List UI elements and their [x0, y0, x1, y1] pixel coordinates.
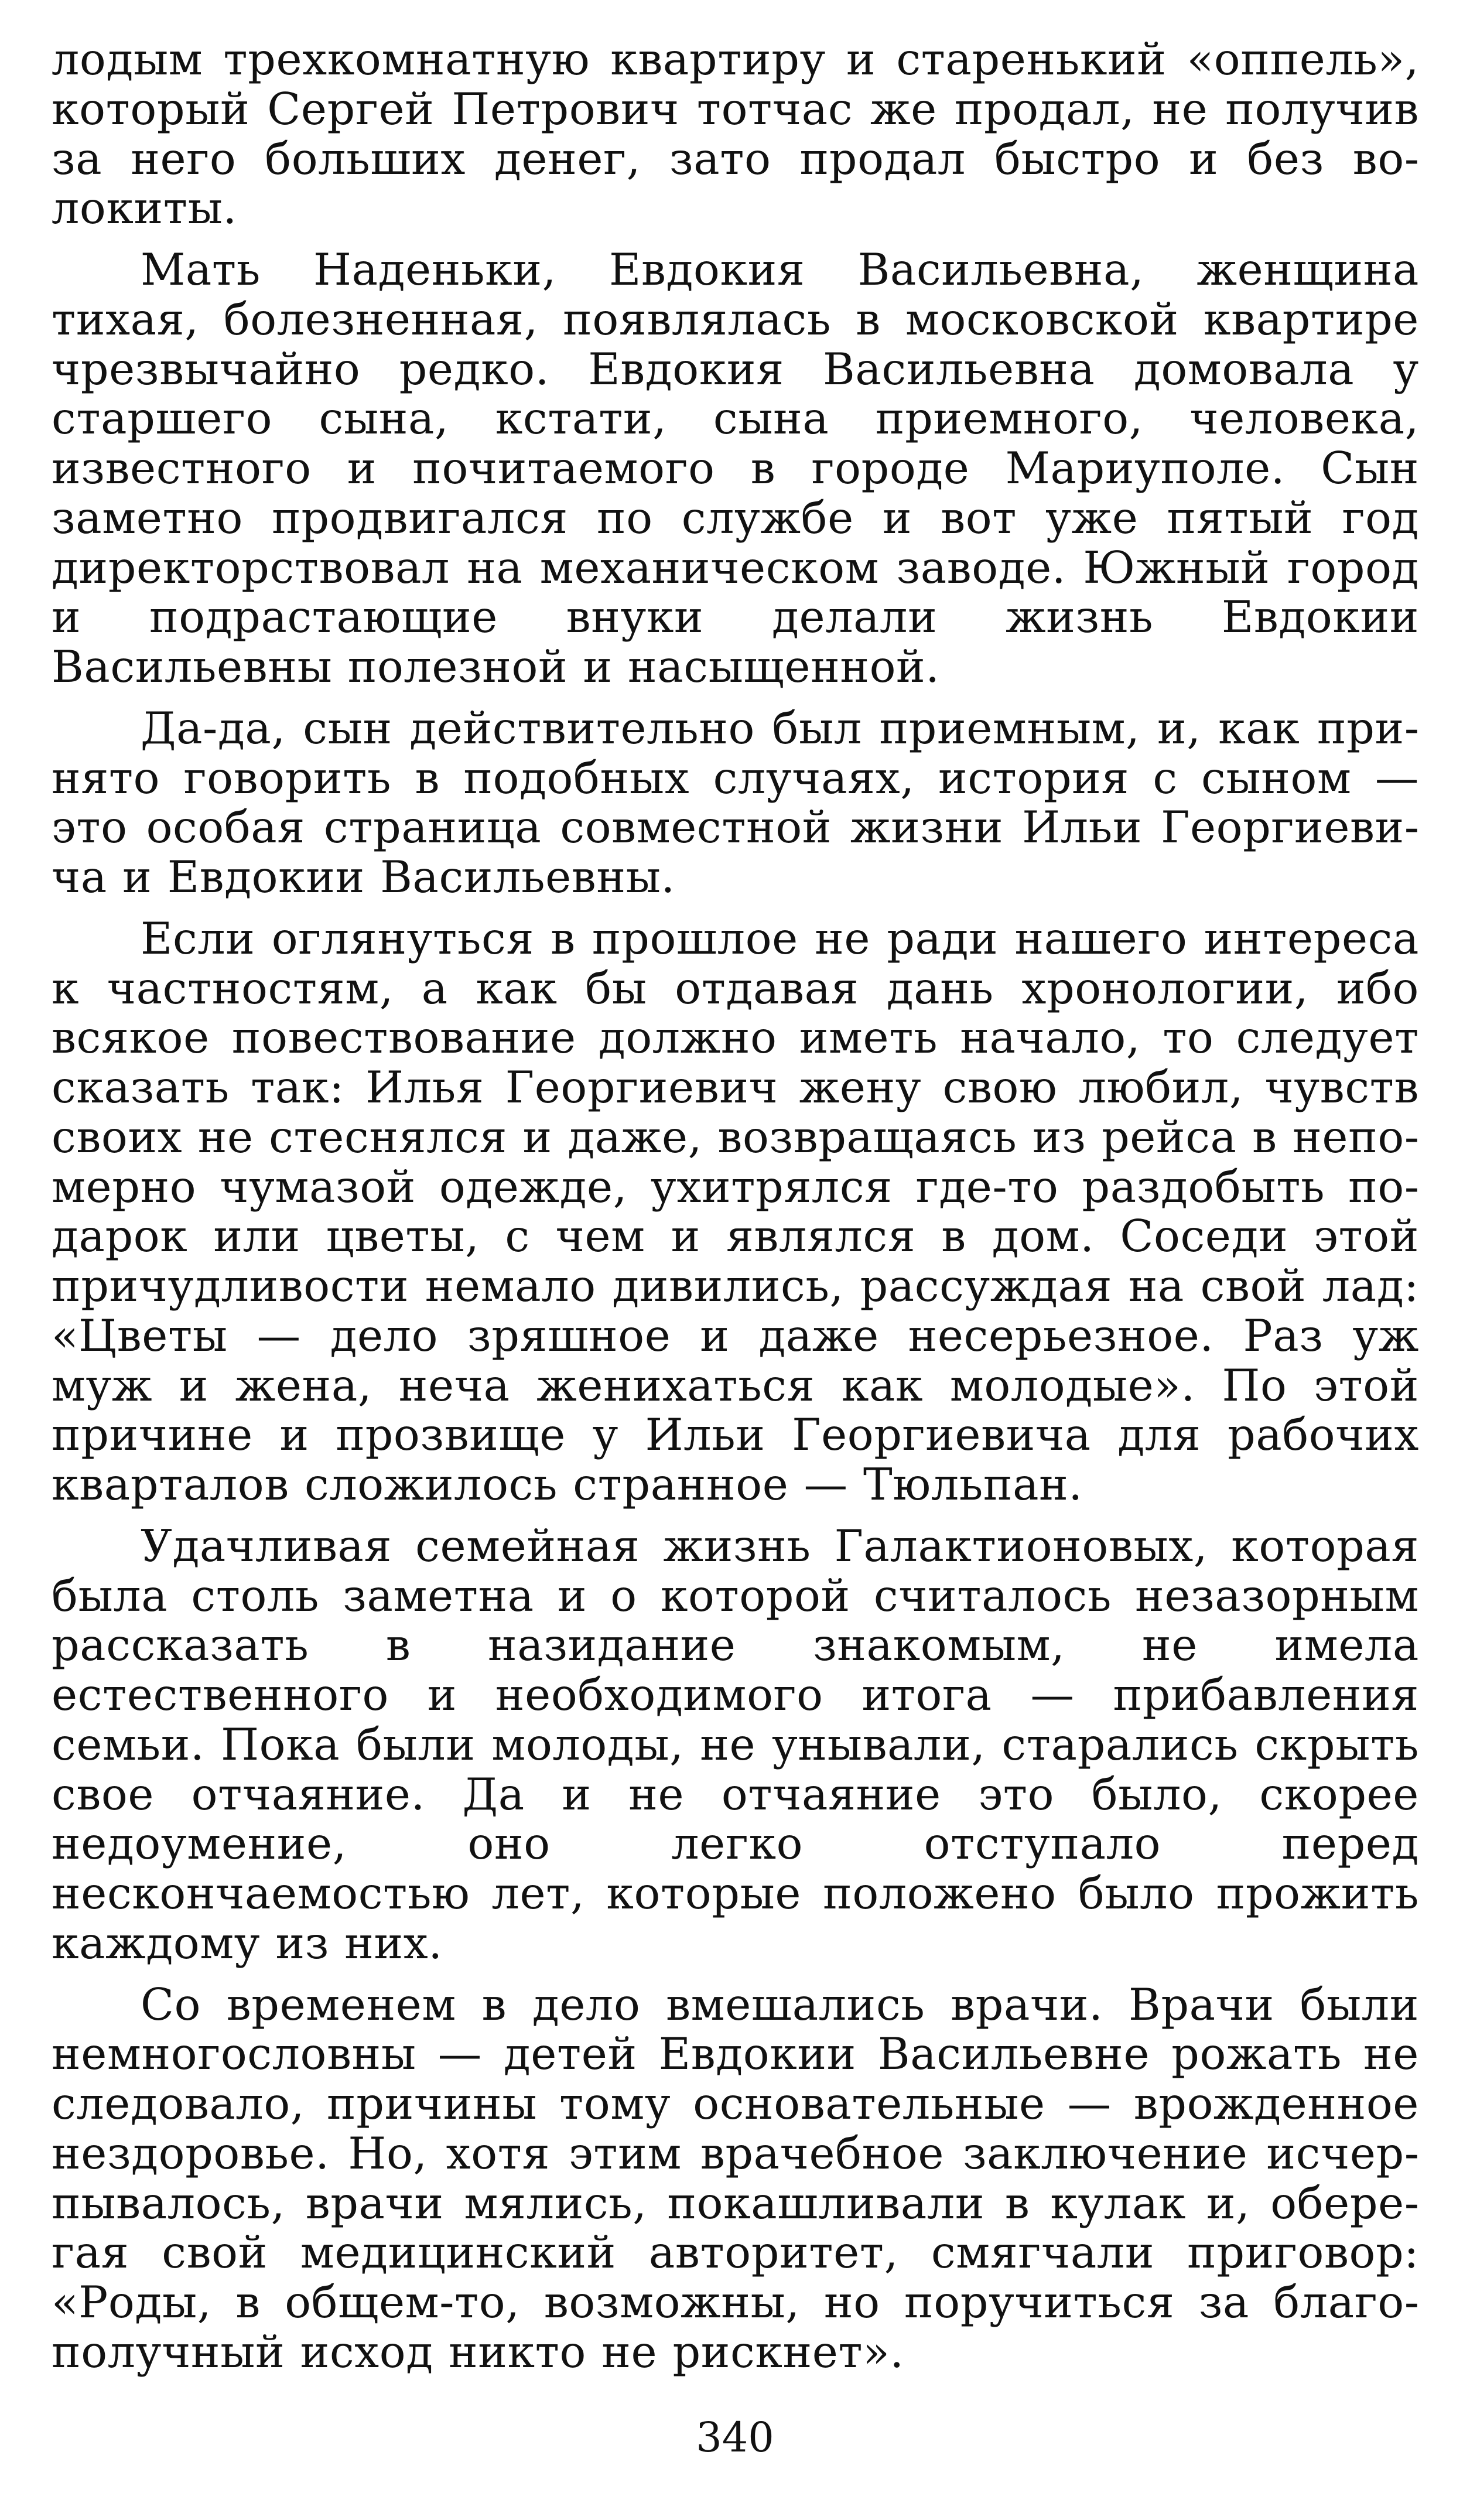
paragraph-1: лодым трехкомнатную квартиру и старенький «оппель», который Сергей Петрович тотчас же продал, не получив за него больших денег, зато продал быстро и без волокиты. — [52, 34, 1419, 234]
paragraph-6: Со временем в дело вмешались врачи. Врачи были немногословны — детей Евдокии Васильевне рожать не следовало, причины тому основательные — врожденное нездоровье. Но, хотя этим врачебное заключение исчерпывалось, врачи мялись, покашливали в кулак и, оберегая свой медицинский авторитет, смягчали приговор: «Роды, в общем-то, возможны, но поручиться за благополучный исход никто не рискнет». — [52, 1979, 1419, 2378]
paragraph-5: Удачливая семейная жизнь Галактионовых, которая была столь заметна и о которой считалось незазорным рассказать в назидание знакомым, не имела естественного и необходимого итога — прибавления семьи. Пока были молоды, не унывали, старались скрыть свое отчаяние. Да и не отчаяние это было, скорее недоумение, оно легко отступало перед нескончаемостью лет, которые положено было прожить каждому из них. — [52, 1520, 1419, 1969]
page-body — [52, 35, 1419, 2389]
paragraph-4: Если оглянуться в прошлое не ради нашего интереса к частностям, а как бы отдавая дань хронологии, ибо всякое повествование должно иметь начало, то следует сказать так: Илья Георгиевич жену свою любил, чувств своих не стеснялся и даже, возвращаясь из рейса в непомерно чумазой одежде, ухитрялся где-то раздобыть подарок или цветы, с чем и являлся в дом. Соседи этой причудливости немало дивились, рассуждая на свой лад: «Цветы — дело зряшное и даже несерьезное. Раз уж муж и жена, неча женихаться как молодые». По этой причине и прозвище у Ильи Георгиевича для рабочих кварталов сложилось странное — Тюльпан. — [52, 913, 1419, 1510]
paragraph-3: Да-да, сын действительно был приемным, и, как принято говорить в подобных случаях, история с сыном — это особая страница совместной жизни Ильи Георгиевича и Евдокии Васильевны. — [52, 702, 1419, 903]
paragraph-2: Мать Наденьки, Евдокия Васильевна, женщина тихая, болезненная, появлялась в московской квартире чрезвычайно редко. Евдокия Васильевна домовала у старшего сына, кстати, сына приемного, человека, известного и почитаемого в городе Мариуполе. Сын заметно продвигался по службе и вот уже пятый год директорствовал на механическом заводе. Южный город и подрастающие внуки делали жизнь Евдокии Васильевны полезной и насыщенной. — [52, 244, 1419, 692]
page-number: 340 — [696, 2413, 774, 2461]
